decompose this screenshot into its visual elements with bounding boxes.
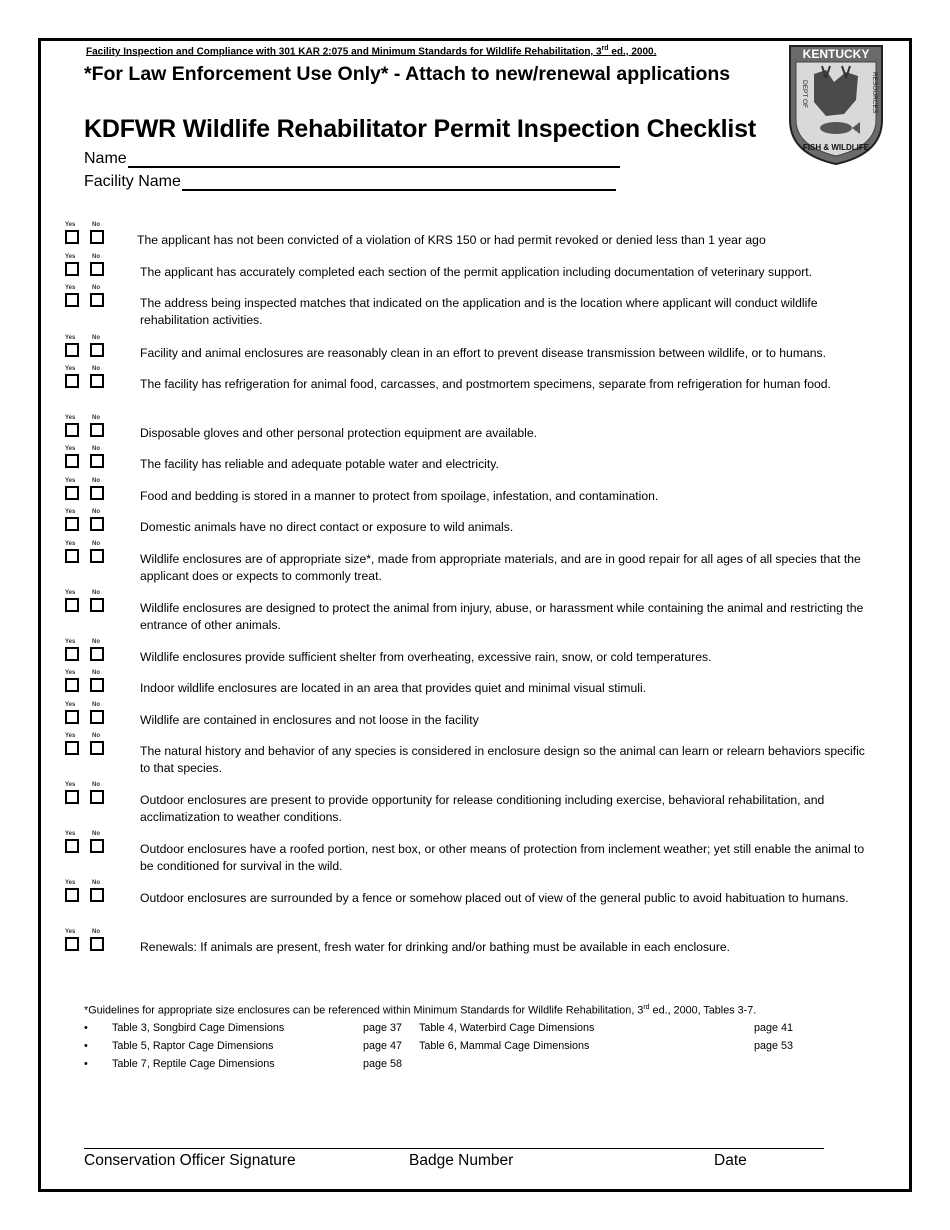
- bullet: •: [84, 1040, 88, 1052]
- table-ref: Table 3, Songbird Cage Dimensions: [112, 1022, 285, 1034]
- yes-checkbox[interactable]: [65, 454, 79, 468]
- no-checkbox[interactable]: [90, 343, 104, 357]
- yes-label: Yes: [65, 446, 76, 452]
- no-checkbox[interactable]: [90, 598, 104, 612]
- yes-checkbox[interactable]: [65, 262, 79, 276]
- checklist-item: Domestic animals have no direct contact or exposure to wild animals.: [140, 520, 514, 534]
- facility-name-line[interactable]: [182, 175, 616, 191]
- yes-no-checkbox-pair: [64, 415, 108, 439]
- yes-label: Yes: [65, 590, 76, 596]
- no-checkbox[interactable]: [90, 230, 104, 244]
- yes-checkbox[interactable]: [65, 741, 79, 755]
- no-label: No: [92, 880, 100, 886]
- checklist-item: The applicant has not been convicted of a violation of KRS 150 or had permit revoked or denied less than 1 year ago: [137, 233, 766, 247]
- checklist-item: Wildlife enclosures are designed to protect the animal from injury, abuse, or harassment while containing the animal and restricting the entrance of other animals.: [140, 601, 864, 632]
- no-checkbox[interactable]: [90, 888, 104, 902]
- checklist-item: Food and bedding is stored in a manner to protect from spoilage, infestation, and contamination.: [140, 489, 659, 503]
- name-field[interactable]: [84, 150, 620, 168]
- law-enforcement-notice: *For Law Enforcement Use Only* - Attach to new/renewal applications: [84, 63, 731, 85]
- checklist-item: Renewals: If animals are present, fresh water for drinking and/or bathing must be available in each enclosure.: [140, 940, 731, 954]
- facility-name-label: Facility Name: [84, 173, 181, 190]
- checklist-item: Facility and animal enclosures are reasonably clean in an effort to prevent disease transmission between wildlife, or to humans.: [140, 346, 827, 360]
- no-label: No: [92, 639, 100, 645]
- no-checkbox[interactable]: [90, 262, 104, 276]
- name-label: Name: [84, 150, 127, 167]
- no-label: No: [92, 446, 100, 452]
- yes-checkbox[interactable]: [65, 937, 79, 951]
- logo-top-text: KENTUCKY: [802, 47, 870, 61]
- yes-label: Yes: [65, 670, 76, 676]
- table-row: [84, 1040, 804, 1056]
- yes-checkbox[interactable]: [65, 486, 79, 500]
- no-checkbox[interactable]: [90, 678, 104, 692]
- yes-label: Yes: [65, 880, 76, 886]
- yes-label: Yes: [65, 222, 76, 228]
- bullet: •: [84, 1058, 88, 1070]
- yes-no-checkbox-pair: [64, 880, 108, 904]
- yes-checkbox[interactable]: [65, 343, 79, 357]
- checklist-item: Outdoor enclosures have a roofed portion, nest box, or other means of protection from inclement weather; yet still enable the animal to be conditioned for survival in the wild.: [140, 842, 865, 873]
- no-checkbox[interactable]: [90, 423, 104, 437]
- yes-no-checkbox-pair: [64, 541, 108, 565]
- no-checkbox[interactable]: [90, 549, 104, 563]
- yes-checkbox[interactable]: [65, 293, 79, 307]
- no-checkbox[interactable]: [90, 741, 104, 755]
- yes-no-checkbox-pair: [64, 366, 108, 390]
- badge-number-label: Badge Number: [409, 1152, 514, 1169]
- yes-label: Yes: [65, 782, 76, 788]
- no-label: No: [92, 335, 100, 341]
- table-ref: Table 7, Reptile Cage Dimensions: [112, 1058, 275, 1070]
- no-label: No: [92, 366, 100, 372]
- yes-label: Yes: [65, 478, 76, 484]
- compliance-note: Facility Inspection and Compliance with 301 KAR 2:075 and Minimum Standards for Wildlife Rehabilitation, 3rd ed., 2000.: [86, 45, 657, 58]
- yes-label: Yes: [65, 285, 76, 291]
- table-ref: Table 6, Mammal Cage Dimensions: [419, 1040, 590, 1052]
- table-page: page 47: [363, 1040, 403, 1052]
- bullet: •: [84, 1022, 88, 1034]
- checklist-item: The applicant has accurately completed each section of the permit application including documentation of veterinary support.: [140, 265, 813, 279]
- no-label: No: [92, 478, 100, 484]
- no-label: No: [92, 254, 100, 260]
- no-label: No: [92, 541, 100, 547]
- checklist-item: The address being inspected matches that indicated on the application and is the location where applicant will conduct wildlife rehabilitation activities.: [140, 296, 818, 327]
- table-page: page 53: [754, 1040, 794, 1052]
- yes-label: Yes: [65, 541, 76, 547]
- facility-name-field[interactable]: [84, 173, 616, 191]
- checklist-item: Outdoor enclosures are present to provide opportunity for release conditioning including exercise, behavioral rehabilitation, and acclimatization to weather conditions.: [140, 793, 825, 824]
- yes-no-checkbox-pair: [64, 670, 108, 694]
- yes-label: Yes: [65, 929, 76, 935]
- yes-no-checkbox-pair: [64, 590, 108, 614]
- no-label: No: [92, 590, 100, 596]
- checklist-item: Wildlife enclosures provide sufficient shelter from overheating, excessive rain, snow, or cold temperatures.: [140, 650, 712, 664]
- no-checkbox[interactable]: [90, 517, 104, 531]
- yes-checkbox[interactable]: [65, 374, 79, 388]
- yes-no-checkbox-pair: [64, 335, 108, 359]
- logo-right-text: RESOURCES: [871, 72, 878, 114]
- yes-no-checkbox-pair: [64, 509, 108, 533]
- yes-no-checkbox-pair: [64, 222, 108, 246]
- table-row: [84, 1058, 804, 1074]
- no-label: No: [92, 285, 100, 291]
- no-label: No: [92, 702, 100, 708]
- table-page: page 41: [754, 1022, 794, 1034]
- yes-label: Yes: [65, 415, 76, 421]
- yes-label: Yes: [65, 702, 76, 708]
- kentucky-fish-wildlife-logo: [786, 42, 886, 166]
- no-label: No: [92, 733, 100, 739]
- checklist-item: The facility has reliable and adequate potable water and electricity.: [140, 457, 499, 471]
- logo-left-text: DEPT OF: [801, 80, 808, 109]
- yes-no-checkbox-pair: [64, 702, 108, 726]
- no-label: No: [92, 929, 100, 935]
- yes-label: Yes: [65, 733, 76, 739]
- no-label: No: [92, 670, 100, 676]
- no-checkbox[interactable]: [90, 374, 104, 388]
- yes-label: Yes: [65, 254, 76, 260]
- yes-no-checkbox-pair: [64, 478, 108, 502]
- yes-checkbox[interactable]: [65, 839, 79, 853]
- no-checkbox[interactable]: [90, 839, 104, 853]
- checklist-item: The natural history and behavior of any species is considered in enclosure design so the animal can learn or relearn behaviors specific to that species.: [140, 744, 865, 775]
- checklist-item: Outdoor enclosures are surrounded by a fence or somehow placed out of view of the general public to avoid habituation to humans.: [140, 891, 849, 905]
- yes-label: Yes: [65, 639, 76, 645]
- yes-label: Yes: [65, 366, 76, 372]
- yes-checkbox[interactable]: [65, 230, 79, 244]
- no-checkbox[interactable]: [90, 937, 104, 951]
- checklist-item: The facility has refrigeration for animal food, carcasses, and postmortem specimens, separate from refrigeration for human food.: [140, 377, 831, 391]
- table-page: page 58: [363, 1058, 403, 1070]
- signature-line[interactable]: [84, 1148, 824, 1149]
- checklist-item: Wildlife are contained in enclosures and not loose in the facility: [140, 713, 479, 727]
- guidelines-note: *Guidelines for appropriate size enclosures can be referenced within Minimum Standards for Wildlife Rehabilitation, 3rd ed., 2000, Tables 3-7.: [84, 1004, 757, 1017]
- checklist-item: Indoor wildlife enclosures are located in an area that provides quiet and minimal visual stimuli.: [140, 681, 647, 695]
- no-label: No: [92, 782, 100, 788]
- no-label: No: [92, 415, 100, 421]
- yes-no-checkbox-pair: [64, 733, 108, 757]
- yes-no-checkbox-pair: [64, 782, 108, 806]
- table-ref: Table 4, Waterbird Cage Dimensions: [419, 1022, 595, 1034]
- yes-label: Yes: [65, 831, 76, 837]
- yes-label: Yes: [65, 335, 76, 341]
- date-label: Date: [714, 1152, 747, 1169]
- yes-no-checkbox-pair: [64, 254, 108, 278]
- yes-checkbox[interactable]: [65, 790, 79, 804]
- officer-signature-label: Conservation Officer Signature: [84, 1152, 296, 1169]
- yes-no-checkbox-pair: [64, 639, 108, 663]
- yes-label: Yes: [65, 509, 76, 515]
- table-page: page 37: [363, 1022, 403, 1034]
- yes-checkbox[interactable]: [65, 678, 79, 692]
- no-checkbox[interactable]: [90, 454, 104, 468]
- name-line[interactable]: [128, 152, 620, 168]
- no-label: No: [92, 222, 100, 228]
- checklist-item: Disposable gloves and other personal protection equipment are available.: [140, 426, 538, 440]
- yes-checkbox[interactable]: [65, 888, 79, 902]
- yes-no-checkbox-pair: [64, 831, 108, 855]
- yes-no-checkbox-pair: [64, 929, 108, 953]
- table-row: [84, 1022, 804, 1038]
- no-label: No: [92, 509, 100, 515]
- no-checkbox[interactable]: [90, 486, 104, 500]
- checklist-item: Wildlife enclosures are of appropriate size*, made from appropriate materials, and are in good repair for all ages of all species that the applicant does or expects to commonly treat.: [140, 552, 861, 583]
- yes-no-checkbox-pair: [64, 285, 108, 309]
- no-label: No: [92, 831, 100, 837]
- yes-checkbox[interactable]: [65, 598, 79, 612]
- yes-checkbox[interactable]: [65, 647, 79, 661]
- yes-checkbox[interactable]: [65, 517, 79, 531]
- page-title: KDFWR Wildlife Rehabilitator Permit Inspection Checklist: [84, 115, 756, 143]
- no-checkbox[interactable]: [90, 293, 104, 307]
- no-checkbox[interactable]: [90, 647, 104, 661]
- yes-checkbox[interactable]: [65, 423, 79, 437]
- no-checkbox[interactable]: [90, 710, 104, 724]
- logo-bottom-text: FISH & WILDLIFE: [802, 143, 870, 152]
- table-ref: Table 5, Raptor Cage Dimensions: [112, 1040, 274, 1052]
- yes-no-checkbox-pair: [64, 446, 108, 470]
- no-checkbox[interactable]: [90, 790, 104, 804]
- yes-checkbox[interactable]: [65, 710, 79, 724]
- yes-checkbox[interactable]: [65, 549, 79, 563]
